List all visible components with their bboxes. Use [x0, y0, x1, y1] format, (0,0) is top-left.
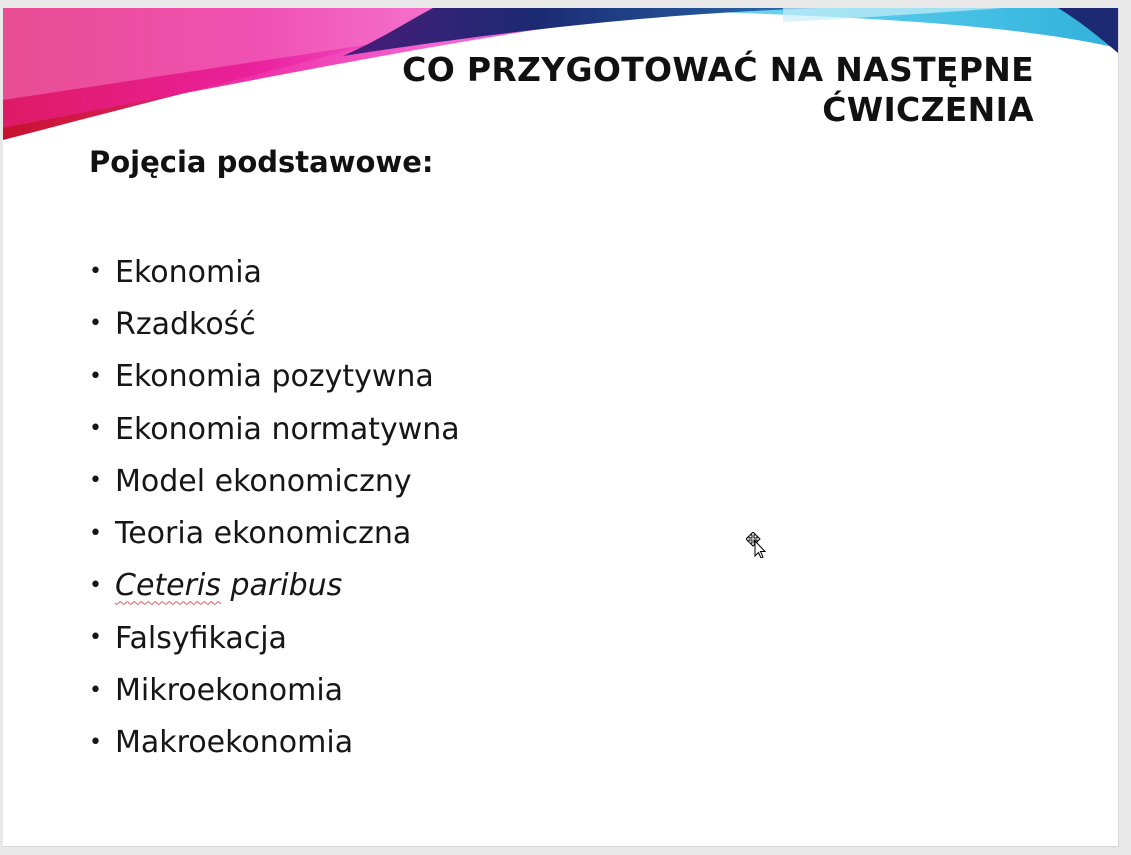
concept-list	[89, 246, 460, 769]
list-item	[89, 455, 460, 507]
slide-title-line-2: ĆWICZENIA	[822, 90, 1034, 129]
list-item-text: Rzadkość	[115, 306, 256, 342]
list-item-text: Makroekonomia	[115, 725, 354, 761]
list-item	[89, 664, 460, 716]
bullet-icon: •	[89, 468, 102, 494]
list-item-text: Falsyfikacja	[115, 620, 287, 656]
bullet-icon: •	[89, 625, 102, 651]
spellcheck-flagged-word[interactable]: Ceteris	[115, 568, 221, 604]
list-item	[89, 246, 460, 298]
list-item-text: Model ekonomiczny	[115, 463, 412, 499]
list-item-text-italic	[115, 568, 342, 603]
list-item-text: Ekonomia	[115, 254, 262, 290]
bullet-icon: •	[89, 572, 102, 598]
italic-word-rest: paribus	[220, 568, 343, 604]
bullet-icon: •	[89, 416, 102, 442]
move-cursor-icon	[746, 532, 768, 558]
bullet-icon: •	[89, 729, 102, 755]
bullet-icon: •	[89, 677, 102, 703]
list-item-italic	[89, 560, 460, 612]
list-item	[89, 717, 460, 769]
slide-title-line-1: CO PRZYGOTOWAĆ NA NASTĘPNE	[402, 50, 1034, 89]
list-item	[89, 612, 460, 664]
bullet-icon: •	[89, 363, 102, 389]
slide-canvas[interactable]	[3, 8, 1119, 847]
list-item-text: Ekonomia normatywna	[115, 411, 460, 447]
bullet-icon: •	[89, 259, 102, 285]
bullet-icon: •	[89, 520, 102, 546]
list-item-text: Ekonomia pozytywna	[115, 359, 434, 395]
list-item-text: Teoria ekonomiczna	[115, 516, 412, 552]
bullet-icon: •	[89, 311, 102, 337]
list-item	[89, 298, 460, 350]
slide-title	[402, 50, 1034, 130]
list-item-text: Mikroekonomia	[115, 673, 344, 709]
section-heading: Pojęcia podstawowe:	[89, 145, 434, 179]
list-item	[89, 507, 460, 559]
list-item	[89, 403, 460, 455]
list-item	[89, 351, 460, 403]
